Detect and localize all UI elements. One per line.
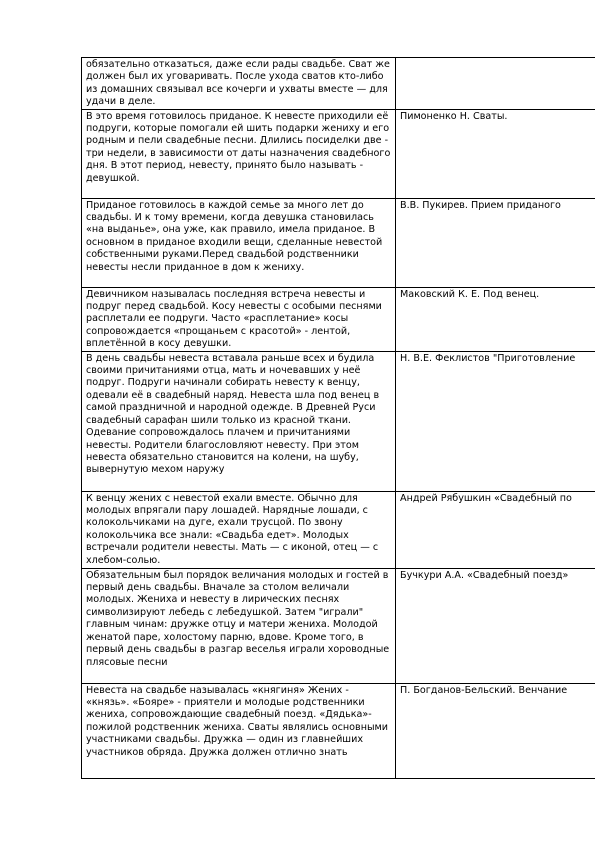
painting-title: В.В. Пукирев. Прием приданого <box>400 199 561 211</box>
painting-title: Андрей Рябушкин «Свадебный по <box>400 492 572 504</box>
ritual-description-cell <box>82 198 396 287</box>
ritual-description-cell <box>82 58 396 110</box>
wedding-rituals-table <box>81 57 595 779</box>
ritual-description-cell <box>82 568 396 683</box>
ritual-description: Невеста на свадьбе называлась «княгиня» Жених - «князь». «Бояре» - приятели и молодые родственники жениха, сопровождающие свадебный поезд. «Дядька»- пожилой родственник жениха. Сваты являлись основными участниками свадьбы. Дружка — один из главнейших участников обряда. Дружка должен отлично знать <box>86 684 389 758</box>
painting-cell <box>396 568 595 683</box>
ritual-description-cell <box>82 351 396 491</box>
table-row <box>82 683 595 778</box>
ritual-description-cell <box>82 491 396 568</box>
ritual-description: Приданое готовилось в каждой семье за много лет до свадьбы. И к тому времени, когда девушка становилась «на выданье», она уже, как правило, имела приданое. В основном в приданое входили вещи, сделанные невестой собственными руками.Перед свадьбой родственники невесты несли приданное в дом к жениху. <box>86 199 383 273</box>
ritual-description-cell <box>82 109 396 198</box>
table-row <box>82 351 595 491</box>
painting-cell <box>396 109 595 198</box>
ritual-description: В день свадьбы невеста вставала раньше всех и будила своими причитаниями отца, мать и ночевавших у неё подруг. Подруги начинали собирать невесту к венцу, одевали её в свадебный наряд. Невеста шла под венец в самой праздничной и народной одежде. В Древней Руси свадебный сарафан шили только из красной ткани. Одевание сопровождалось плачем и причитаниями невесты. Родители благословляют невесту. При этом невеста обязательно становится на колени, на шубу, вывернутую мехом наружу <box>86 352 380 476</box>
painting-title: Пимоненко Н. Сваты. <box>400 110 508 122</box>
ritual-description-cell <box>82 287 396 351</box>
painting-title: Н. В.Е. Феклистов "Приготовление <box>400 352 576 364</box>
ritual-description: Обязательным был порядок величания молодых и гостей в первый день свадьбы. Вначале за столом величали молодых. Жениха и невесту в лирических песнях символизируют лебедь с лебедушкой. Затем "играли" главным чинам: дружке отцу и матери жениха. Молодой женатой паре, холостому парню, вдове. Кроме того, в первый день свадьбы в разгар веселья играли хороводные плясовые песни <box>86 569 390 668</box>
ritual-description: Девичником называлась последняя встреча невесты и подруг перед свадьбой. Косу невесты с особыми песнями расплетали ее подруги. Часто «расплетание» косы сопровождается «прощаньем с красотой» - лентой, вплетённой в косу девушки. <box>86 288 382 350</box>
painting-cell <box>396 287 595 351</box>
table-row <box>82 109 595 198</box>
painting-cell <box>396 198 595 287</box>
ritual-description: В это время готовилось приданое. К невесте приходили её подруги, которые помогали ей шить подарки жениху и его родным и пели свадебные песни. Длились посиделки две - три недели, в зависимости от даты назначения свадебного дня. В этот период, невесту, принято было называть - девушкой. <box>86 110 391 184</box>
painting-title: Бучкури А.А. «Свадебный поезд» <box>400 569 569 581</box>
ritual-description-cell <box>82 683 396 778</box>
table-row <box>82 287 595 351</box>
table-row <box>82 198 595 287</box>
table-row <box>82 491 595 568</box>
painting-cell <box>396 683 595 778</box>
table-row <box>82 568 595 683</box>
table-row <box>82 58 595 110</box>
painting-cell <box>396 351 595 491</box>
ritual-description: обязательно отказаться, даже если рады свадьбе. Сват же должен был их уговаривать. После ухода сватов кто-либо из домашних связывал все кочерги и ухваты вместе — для удачи в деле. <box>86 59 390 108</box>
ritual-description: К венцу жених с невестой ехали вместе. Обычно для молодых впрягали пару лошадей. Нарядные лошади, с колокольчиками на дуге, ехали трусцой. По звону колокольчика все знали: «Свадьба едет». Молодых встречали родители невесты. Мать — с иконой, отец — с хлебом-солью. <box>86 492 379 566</box>
painting-cell <box>396 58 595 110</box>
painting-title: П. Богданов-Бельский. Венчание <box>400 684 568 696</box>
painting-title: Маковский К. Е. Под венец. <box>400 288 540 300</box>
painting-cell <box>396 491 595 568</box>
